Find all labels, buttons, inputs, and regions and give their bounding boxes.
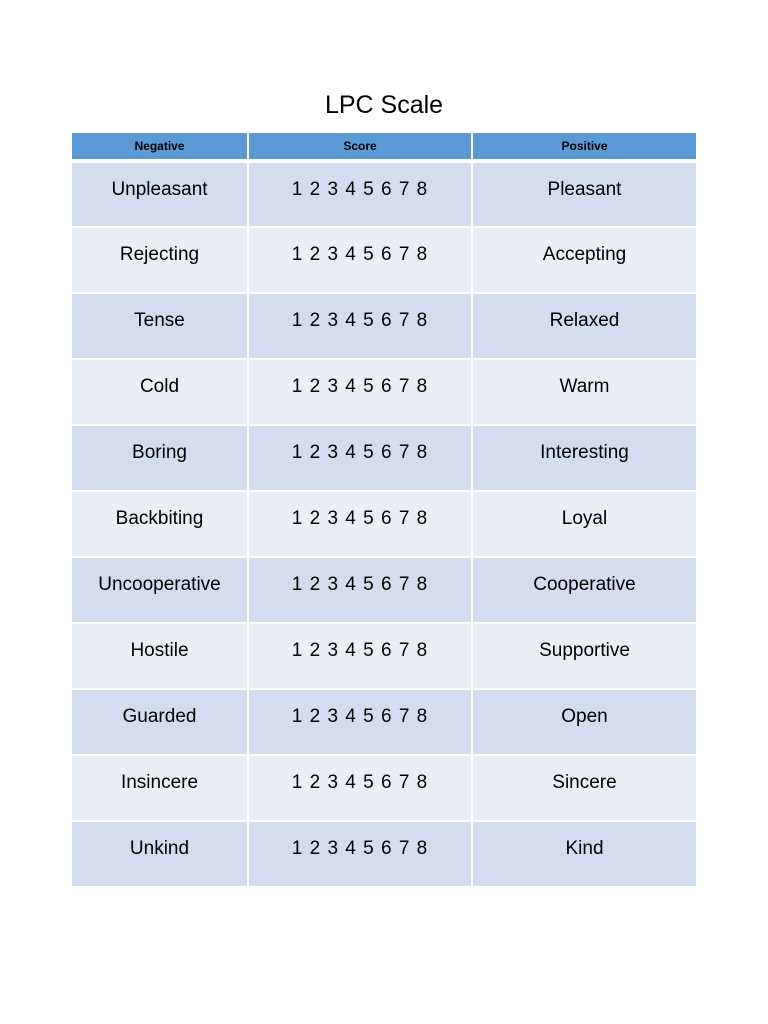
- negative-cell: Uncooperative: [72, 557, 248, 623]
- table-row: [72, 755, 696, 821]
- score-cell: 1 2 3 4 5 6 7 8: [248, 623, 472, 689]
- positive-cell: Kind: [472, 821, 696, 887]
- positive-cell: Supportive: [472, 623, 696, 689]
- negative-cell: Insincere: [72, 755, 248, 821]
- score-cell: 1 2 3 4 5 6 7 8: [248, 491, 472, 557]
- negative-cell: Unpleasant: [72, 161, 248, 227]
- score-cell: 1 2 3 4 5 6 7 8: [248, 293, 472, 359]
- header-score: Score: [248, 133, 472, 161]
- table-row: [72, 557, 696, 623]
- table-row: [72, 491, 696, 557]
- positive-cell: Loyal: [472, 491, 696, 557]
- score-cell: 1 2 3 4 5 6 7 8: [248, 425, 472, 491]
- negative-cell: Cold: [72, 359, 248, 425]
- table-row: [72, 821, 696, 887]
- negative-cell: Guarded: [72, 689, 248, 755]
- negative-cell: Tense: [72, 293, 248, 359]
- score-cell: 1 2 3 4 5 6 7 8: [248, 161, 472, 227]
- table-row: [72, 689, 696, 755]
- score-cell: 1 2 3 4 5 6 7 8: [248, 227, 472, 293]
- positive-cell: Accepting: [472, 227, 696, 293]
- table-row: [72, 227, 696, 293]
- score-cell: 1 2 3 4 5 6 7 8: [248, 689, 472, 755]
- positive-cell: Warm: [472, 359, 696, 425]
- positive-cell: Interesting: [472, 425, 696, 491]
- negative-cell: Boring: [72, 425, 248, 491]
- score-cell: 1 2 3 4 5 6 7 8: [248, 557, 472, 623]
- positive-cell: Open: [472, 689, 696, 755]
- negative-cell: Unkind: [72, 821, 248, 887]
- positive-cell: Sincere: [472, 755, 696, 821]
- page-title: LPC Scale: [324, 91, 444, 119]
- positive-cell: Relaxed: [472, 293, 696, 359]
- table-row: [72, 293, 696, 359]
- positive-cell: Cooperative: [472, 557, 696, 623]
- lpc-table: [72, 133, 696, 888]
- header-negative: Negative: [72, 133, 248, 161]
- table-row: [72, 425, 696, 491]
- header-positive: Positive: [472, 133, 696, 161]
- table-header-row: [72, 133, 696, 161]
- negative-cell: Hostile: [72, 623, 248, 689]
- positive-cell: Pleasant: [472, 161, 696, 227]
- table-body: [72, 161, 696, 887]
- table-row: [72, 161, 696, 227]
- score-cell: 1 2 3 4 5 6 7 8: [248, 755, 472, 821]
- negative-cell: Rejecting: [72, 227, 248, 293]
- score-cell: 1 2 3 4 5 6 7 8: [248, 359, 472, 425]
- negative-cell: Backbiting: [72, 491, 248, 557]
- table-row: [72, 359, 696, 425]
- table-row: [72, 623, 696, 689]
- score-cell: 1 2 3 4 5 6 7 8: [248, 821, 472, 887]
